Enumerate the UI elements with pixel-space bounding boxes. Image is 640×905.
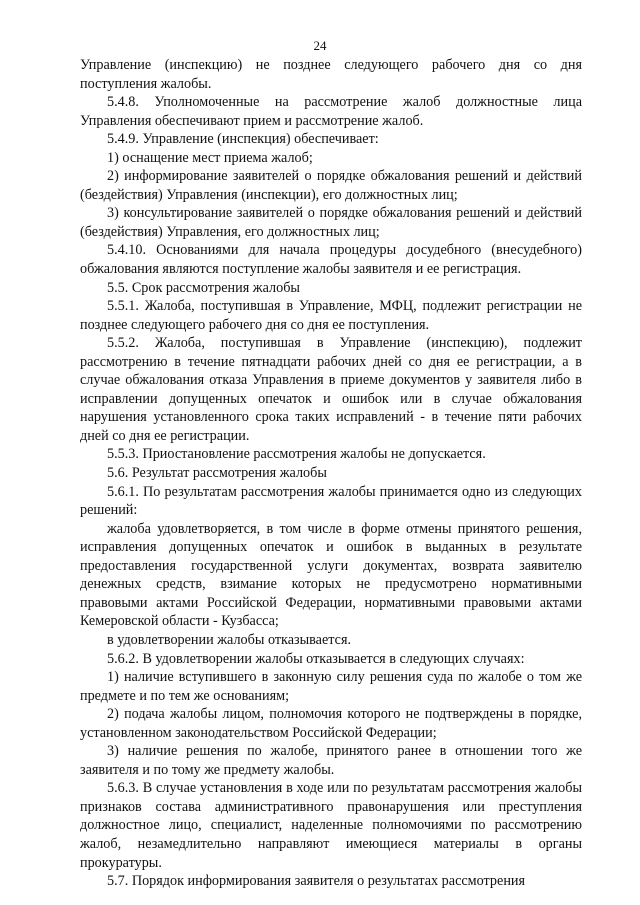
section-heading-5-5: 5.5. Срок рассмотрения жалобы bbox=[107, 279, 300, 296]
paragraph-5-4-9: 5.4.9. Управление (инспекция) обеспечивает: bbox=[107, 131, 379, 148]
list-item-2: 2) информирование заявителей о порядке обжалования решений и действий (бездействия) Управления (инспекции), его должностных лиц; bbox=[80, 168, 582, 203]
section-heading-5-7: 5.7. Порядок информирования заявителя о результатах рассмотрения bbox=[107, 873, 526, 890]
refusal-case-2: 2) подача жалобы лицом, полномочия которого не подтверждены в порядке, установленном законодательством Российской Федерации; bbox=[80, 706, 582, 741]
paragraph-5-4-10: 5.4.10. Основаниями для начала процедуры досудебного (внесудебного) обжалования являются поступление жалобы заявителя и ее регистрация. bbox=[80, 242, 582, 278]
refusal-case-3: 3) наличие решения по жалобе, принятого ранее в отношении того же заявителя и по тому же предмету жалобы. bbox=[80, 743, 582, 778]
list-item-1: 1) оснащение мест приема жалоб; bbox=[107, 149, 313, 166]
paragraph-5-5-3: 5.5.3. Приостановление рассмотрения жалобы не допускается. bbox=[107, 446, 486, 463]
document-body bbox=[80, 56, 582, 891]
list-item-3: 3) консультирование заявителей о порядке обжалования решений и действий (бездействия) Управления, его должностных лиц; bbox=[80, 205, 582, 240]
decision-option-refuse: в удовлетворении жалобы отказывается. bbox=[107, 631, 352, 648]
section-heading-5-6: 5.6. Результат рассмотрения жалобы bbox=[107, 465, 327, 482]
page-number: 24 bbox=[313, 38, 327, 53]
paragraph-continuation: Управление (инспекцию) не позднее следующего рабочего дня со дня поступления жалобы. bbox=[80, 57, 582, 92]
paragraph-5-6-3: 5.6.3. В случае установления в ходе или по результатам рассмотрения жалобы признаков состава административного правонарушения или преступления должностное лицо, специалист, наделенные полномочиями по рассмотрению жалоб, незамедлительно направляют имеющиеся материалы в органы прокуратуры. bbox=[80, 780, 582, 871]
paragraph-5-5-2: 5.5.2. Жалоба, поступившая в Управление (инспекцию), подлежит рассмотрению в течение пятнадцати рабочих дней со дня ее регистрации, а в случае обжалования отказа Управления в приеме документов у заявителя либо в исправлении допущенных опечаток и ошибок или в случае обжалования нарушения установленного срока таких исправлений - в течение пяти рабочих дней со дня ее регистрации. bbox=[80, 335, 582, 444]
refusal-case-1: 1) наличие вступившего в законную силу решения суда по жалобе о том же предмете и по тем же основаниям; bbox=[80, 669, 582, 704]
paragraph-5-6-1: 5.6.1. По результатам рассмотрения жалобы принимается одно из следующих решений: bbox=[80, 483, 582, 519]
paragraph-5-5-1: 5.5.1. Жалоба, поступившая в Управление, МФЦ, подлежит регистрации не позднее следующего рабочего дня со дня ее поступления. bbox=[80, 298, 582, 333]
paragraph-5-6-2: 5.6.2. В удовлетворении жалобы отказывается в следующих случаях: bbox=[107, 650, 525, 667]
paragraph-5-4-8: 5.4.8. Уполномоченные на рассмотрение жалоб должностные лица Управления обеспечивают прием и рассмотрение жалоб. bbox=[80, 94, 582, 129]
decision-option-satisfy: жалоба удовлетворяется, в том числе в форме отмены принятого решения, исправления допущенных опечаток и ошибок в выданных в результате предоставления государственной услуги документах, возврата заявителю денежных средств, взимание которых не предусмотрено нормативными правовыми актами Российской Федерации, нормативными правовыми актами Кемеровской области - Кузбасса; bbox=[80, 520, 582, 630]
